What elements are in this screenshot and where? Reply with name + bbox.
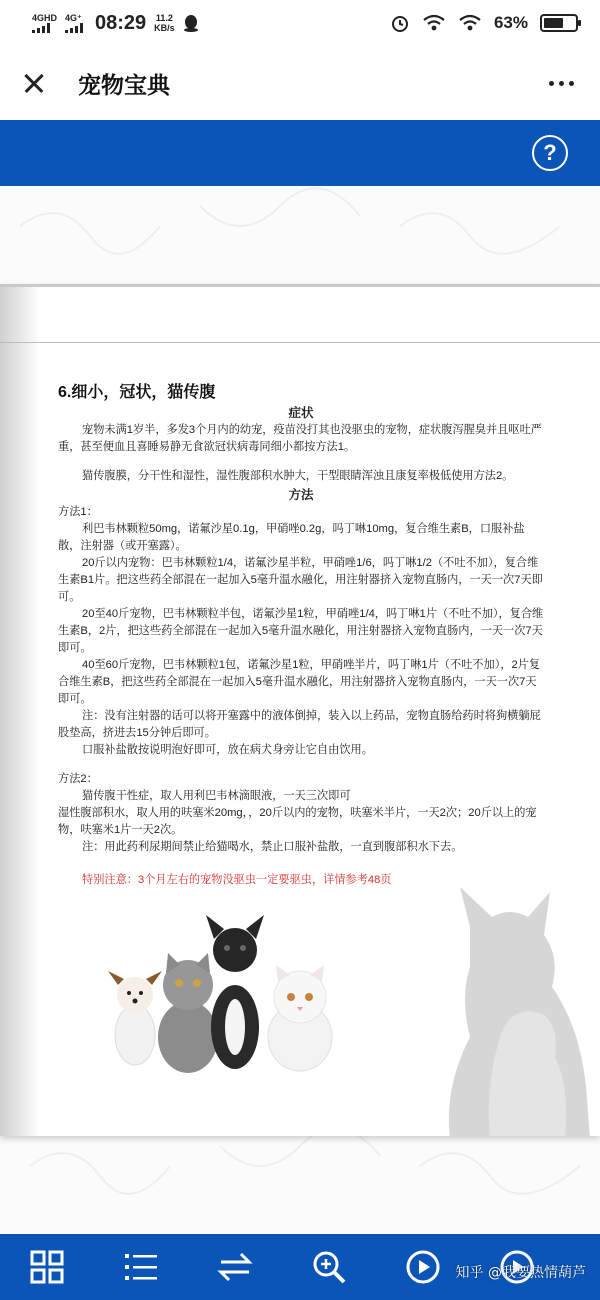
watermark: 知乎 @我要热情葫芦 <box>455 1265 586 1281</box>
method1-paragraph: 口服补盐散按说明泡好即可，放在病犬身旁让它自由饮用。 <box>82 744 373 756</box>
spacer <box>58 759 544 771</box>
app-header <box>0 46 600 120</box>
wifi-icon <box>422 14 446 32</box>
battery-level <box>544 18 563 28</box>
more-options-button[interactable] <box>543 75 580 92</box>
network-indicator-2 <box>65 14 83 33</box>
method1-note: 注：没有注射器的话可以将开塞露中的液体倒掉，装入以上药品，宠物直肠给药时将狗横躺屁股垫高，挤进去15分钟后即可。 <box>58 710 541 739</box>
method1-paragraph: 20至40斤宠物，巴韦林颗粒半包，诺氟沙星1粒，甲硝唑1/4，吗丁啉1片（不吐不加），复合维生素B，2片，把这些药全部混在一起加入5毫升温水融化，用注射器挤入宠物直肠内，一天一次7天即可。 <box>58 608 544 654</box>
pets-illustration <box>100 915 350 1075</box>
more-dot <box>569 81 574 86</box>
method2-label: 方法2： <box>58 773 98 785</box>
symptoms-paragraph: 猫传腹膜，分干性和湿性，湿性腹部积水肿大，干型眼睛浑浊且康复率极低使用方法2。 <box>82 470 514 482</box>
clock: 08:29 <box>95 11 147 34</box>
status-left <box>32 12 199 35</box>
warning-note: 特别注意：3个月左右的宠物没驱虫一定要驱虫，详情参考48页 <box>82 874 392 886</box>
white-cat-image <box>268 965 332 1071</box>
signal-icon <box>65 23 83 33</box>
wifi-icon <box>458 14 482 32</box>
method1-paragraph: 利巴韦林颗粒50mg，诺氟沙星0.1g，甲硝唑0.2g，吗丁啉10mg，复合维生素B，口服补盐散，注射器（或开塞露）。 <box>58 523 525 552</box>
zoom-icon <box>311 1249 347 1285</box>
battery-text: 63% <box>493 13 528 32</box>
pet-silhouette-image <box>440 887 600 1136</box>
status-bar <box>0 0 600 46</box>
close-button[interactable] <box>20 69 48 97</box>
signal-icon <box>32 23 57 33</box>
section-title: 6.细小，冠状，猫传腹 <box>58 384 216 401</box>
top-band <box>0 120 600 186</box>
contents-button[interactable] <box>94 1234 188 1300</box>
page-curl-shadow <box>0 287 40 1136</box>
more-dot <box>549 81 554 86</box>
method2-note: 注：用此药利尿期间禁止给猫喝水，禁止口服补盐散，一直到腹部积水下去。 <box>82 841 463 853</box>
alarm-icon <box>390 13 410 33</box>
more-dot <box>559 81 564 86</box>
document-content <box>58 383 544 889</box>
swap-icon <box>217 1250 253 1284</box>
page-divider <box>0 342 600 343</box>
battery-icon <box>540 14 578 32</box>
grid-icon <box>30 1250 64 1284</box>
page-mode-button[interactable] <box>188 1234 282 1300</box>
network-label-2: 4G⁺ <box>65 12 82 23</box>
network-speed <box>154 13 175 33</box>
play-icon <box>405 1249 441 1285</box>
method1-paragraph: 40至60斤宠物，巴韦林颗粒1包，诺氟沙星1粒，甲硝唑半片，吗丁啉1片（不吐不加），2片复合维生素B，把这些药全部混在一起加入5毫升温水融化，用注射器挤入宠物直肠内，一天一次7天即可。 <box>58 659 541 705</box>
french-bulldog-image <box>206 915 264 1069</box>
symptoms-heading: 症状 <box>288 406 314 420</box>
method1-label: 方法1： <box>58 506 98 518</box>
symptoms-paragraph: 宠物未满1岁半，多发3个月内的幼宠，疫苗没打其也没驱虫的宠物，症状腹泻腥臭并且呕吐严重，甚至便血且喜睡易静无食欲冠状病毒同细小都按方法1。 <box>58 424 542 453</box>
speed-value: 11.2 <box>155 13 173 23</box>
method1-paragraph: 20斤以内宠物：巴韦林颗粒1/4，诺氟沙星半粒，甲硝唑1/6，吗丁啉1/2（不吐不加），复合维生素B1片。把这些药全部混在一起加入5毫升温水融化，用注射器挤入宠物直肠内，一天一次7天即可。 <box>58 557 543 603</box>
puppy-image <box>108 971 162 1065</box>
speed-unit: KB/s <box>154 23 175 33</box>
network-label-1: 4GHD <box>32 12 58 23</box>
status-right <box>390 13 578 33</box>
grey-cat-image <box>158 953 218 1073</box>
qq-icon <box>183 14 199 32</box>
spacer <box>58 456 544 468</box>
document-page <box>0 284 600 1136</box>
methods-heading: 方法 <box>288 488 314 502</box>
zoom-button[interactable] <box>282 1234 376 1300</box>
method2-paragraph: 猫传腹干性症，取人用利巴韦林滴眼液，一天三次即可 <box>82 790 351 802</box>
list-icon <box>123 1250 159 1284</box>
help-button[interactable]: ? <box>532 135 568 171</box>
network-indicator-1 <box>32 14 57 33</box>
page-title: 宠物宝典 <box>78 71 170 98</box>
method2-paragraph: 湿性腹部积水，取人用的呋塞米20mg，，20斤以内的宠物，呋塞米半片，一天2次；20斤以上的宠物，呋塞米1片一天2次。 <box>58 807 537 836</box>
thumbnails-button[interactable] <box>0 1234 94 1300</box>
